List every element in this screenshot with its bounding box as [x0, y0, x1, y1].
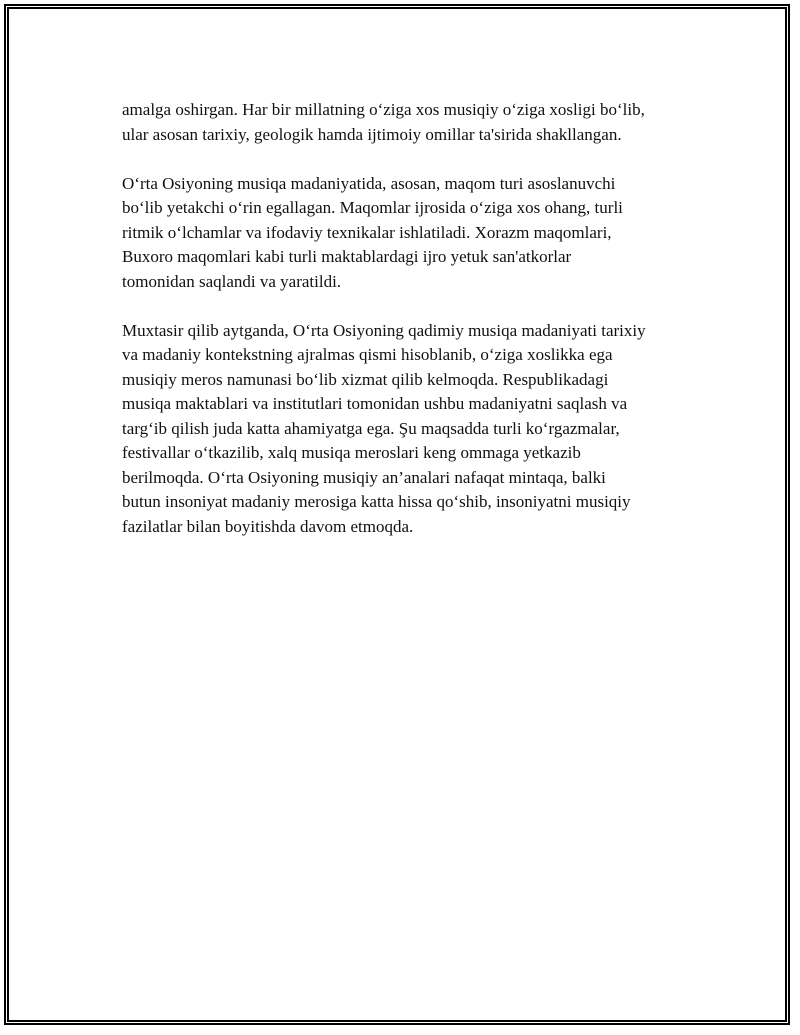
text-line: ular asosan tarixiy, geologik hamda ijtimoiy omillar ta'sirida shakllangan.: [122, 124, 622, 144]
text-line: bo‘lib yetakchi o‘rin egallagan. Maqomlar ijrosida o‘ziga xos ohang, turli: [122, 198, 623, 217]
page-content: [9, 9, 785, 1020]
text-line: butun insoniyat madaniy merosiga katta hissa qo‘shib, insoniyatni musiqiy: [122, 492, 631, 511]
document-page: [4, 4, 790, 1025]
text-line: musiqiy meros namunasi bo‘lib xizmat qilib kelmoqda. Respublikadagi: [122, 369, 609, 389]
text-line: ritmik o‘lchamlar va ifodaviy texnikalar ishlatiladi. Xorazm maqomlari,: [122, 222, 612, 242]
text-line: festivallar o‘tkazilib, xalq musiqa meroslari keng ommaga yetkazib: [122, 443, 581, 462]
text-line: targ‘ib qilish juda katta ahamiyatga ega. Şu maqsadda turli ko‘rgazmalar,: [122, 418, 620, 438]
paragraph-1: [122, 98, 702, 147]
document-body: [122, 98, 702, 564]
text-line: amalga oshirgan. Har bir millatning o‘ziga xos musiqiy o‘ziga xosligi bo‘lib,: [122, 100, 645, 119]
text-line: tomonidan saqlandi va yaratildi.: [122, 271, 342, 291]
text-line: musiqa maktablari va institutlari tomonidan ushbu madaniyatni saqlash va: [122, 394, 628, 413]
text-line: Muxtasir qilib aytganda, O‘rta Osiyoning qadimiy musiqa madaniyati tarixiy: [122, 320, 646, 340]
paragraph-3: [122, 319, 702, 540]
text-line: va madaniy kontekstning ajralmas qismi hisoblanib, o‘ziga xoslikka ega: [122, 345, 613, 364]
text-line: O‘rta Osiyoning musiqa madaniyatida, asosan, maqom turi asoslanuvchi: [122, 173, 616, 193]
text-line: Buxoro maqomlari kabi turli maktablardagi ijro yetuk san'atkorlar: [122, 247, 572, 266]
paragraph-2: [122, 172, 702, 295]
text-line: fazilatlar bilan boyitishda davom etmoqda.: [122, 516, 414, 536]
text-line: berilmoqda. O‘rta Osiyoning musiqiy an’analari nafaqat mintaqa, balki: [122, 467, 606, 487]
